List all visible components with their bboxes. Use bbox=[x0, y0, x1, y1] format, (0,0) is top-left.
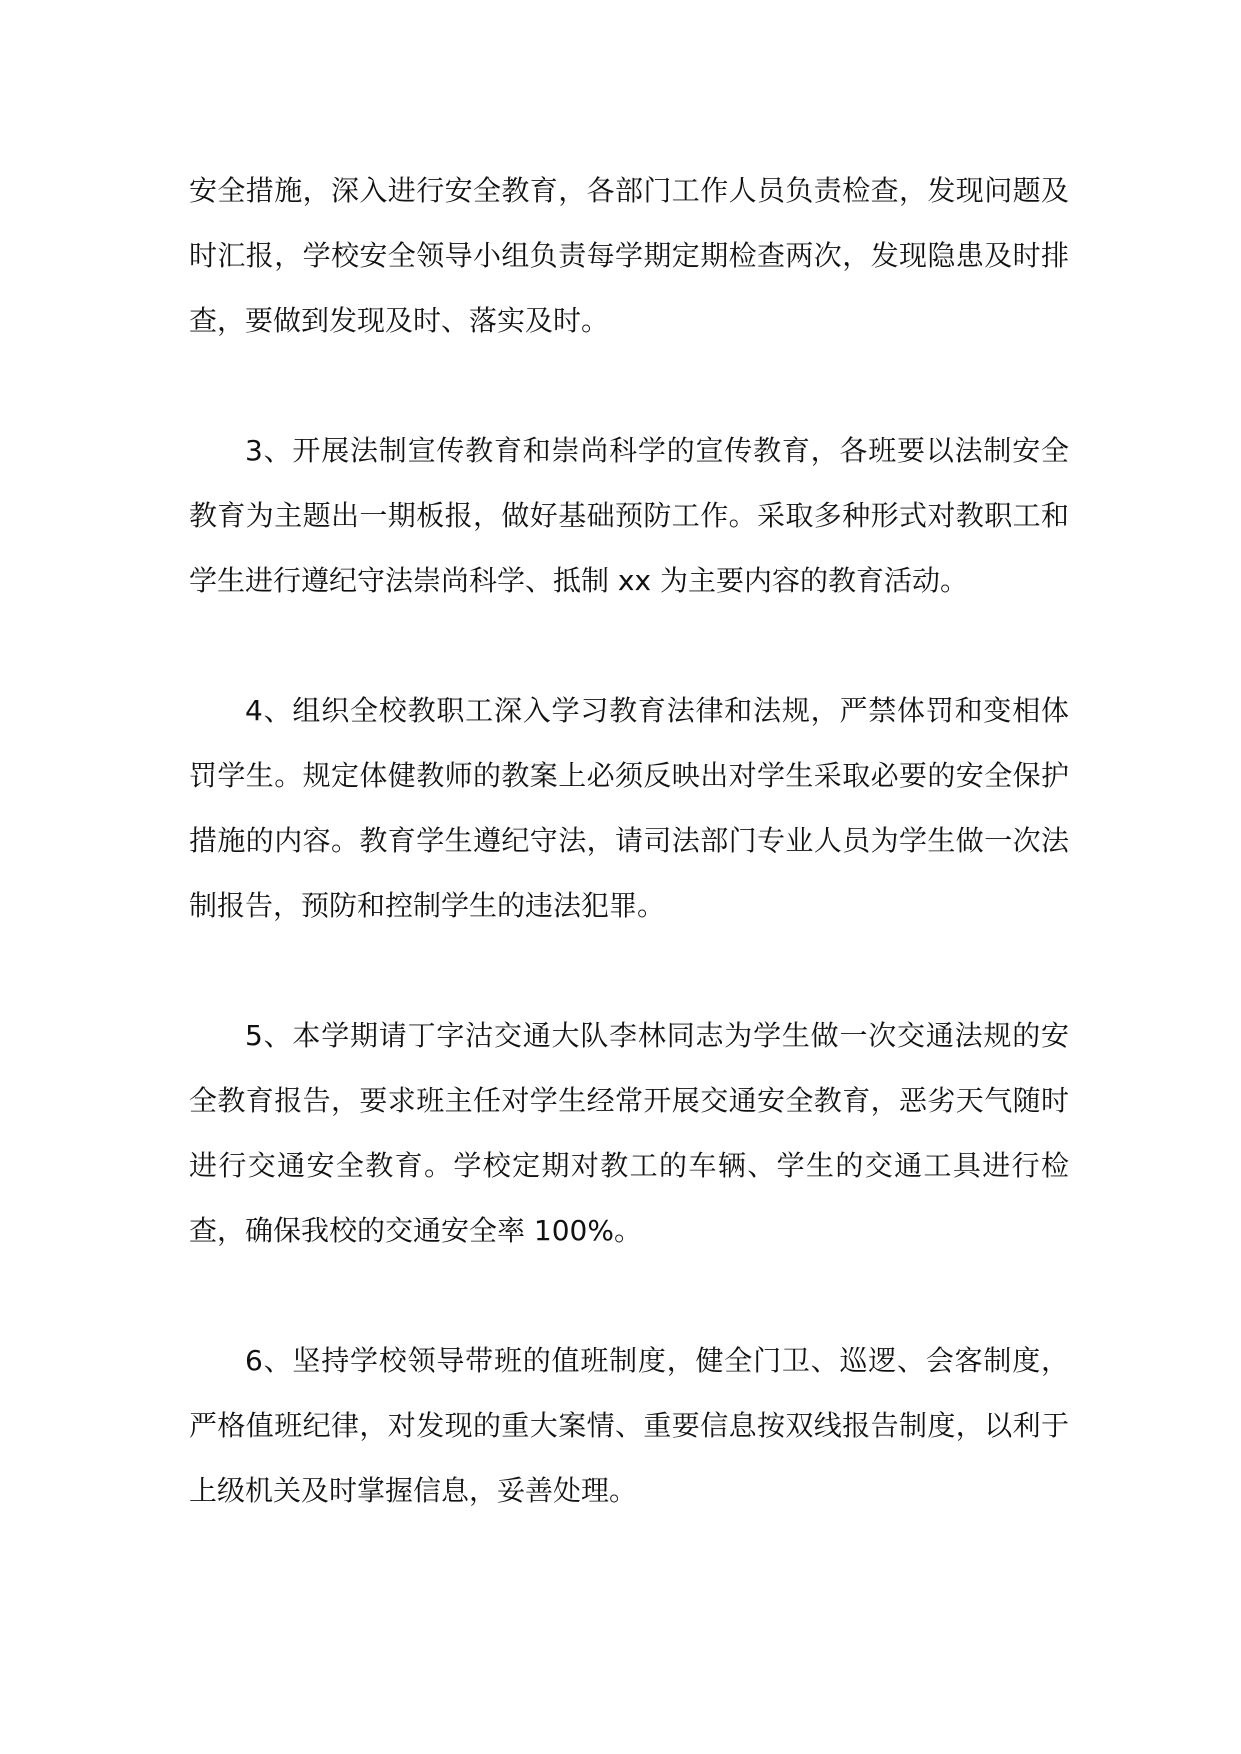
paragraph-item-5: 5、本学期请丁字沽交通大队李林同志为学生做一次交通法规的安全教育报告，要求班主任对学生经常开展交通安全教育，恶劣天气随时进行交通安全教育。学校定期对教工的车辆、学生的交通工具进行检查，确保我校的交通安全率 100%。 bbox=[189, 1019, 1069, 1247]
paragraph-item-3: 3、开展法制宣传教育和崇尚科学的宣传教育，各班要以法制安全教育为主题出一期板报，做好基础预防工作。采取多种形式对教职工和学生进行遵纪守法崇尚科学、抵制 xx 为主要内容的教育活动。 bbox=[189, 434, 1069, 597]
paragraph-item-4: 4、组织全校教职工深入学习教育法律和法规，严禁体罚和变相体罚学生。规定体健教师的教案上必须反映出对学生采取必要的安全保护措施的内容。教育学生遵纪守法，请司法部门专业人员为学生做一次法制报告，预防和控制学生的违法犯罪。 bbox=[189, 694, 1069, 922]
document-body bbox=[189, 158, 1069, 1523]
paragraph-item-6: 6、坚持学校领导带班的值班制度，健全门卫、巡逻、会客制度，严格值班纪律，对发现的重大案情、重要信息按双线报告制度，以利于上级机关及时掌握信息，妥善处理。 bbox=[189, 1344, 1069, 1507]
paragraph-continuation: 安全措施，深入进行安全教育，各部门工作人员负责检查，发现问题及时汇报，学校安全领导小组负责每学期定期检查两次，发现隐患及时排查，要做到发现及时、落实及时。 bbox=[189, 174, 1069, 337]
